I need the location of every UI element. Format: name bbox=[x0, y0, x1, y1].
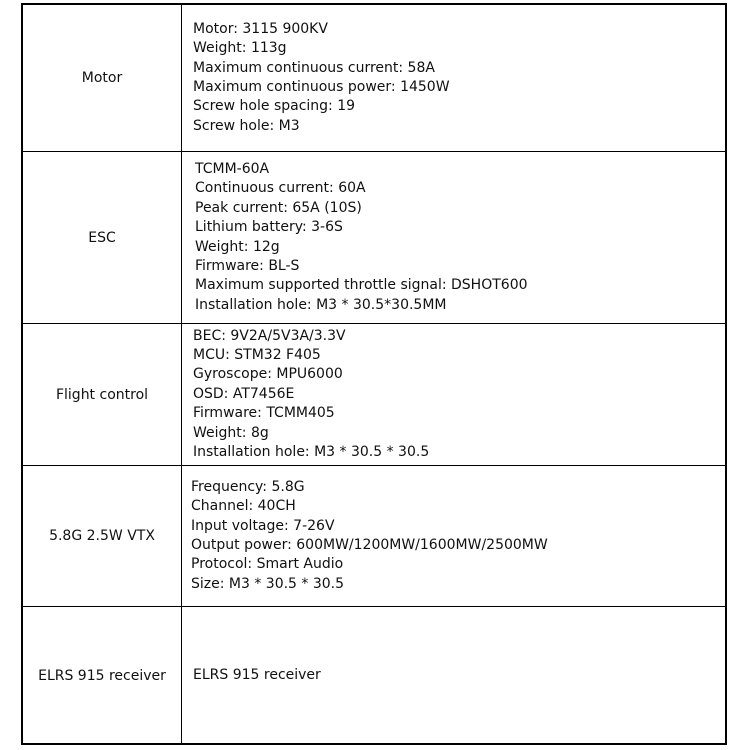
spec-line: Lithium battery: 3-6S bbox=[195, 219, 343, 236]
spec-line: Weight: 12g bbox=[195, 238, 280, 255]
row-label-elrs-receiver: ELRS 915 receiver bbox=[23, 607, 182, 745]
spec-line: Frequency: 5.8G bbox=[191, 478, 305, 495]
spec-line: Maximum supported throttle signal: DSHOT600 bbox=[195, 277, 528, 294]
spec-line: Weight: 8g bbox=[193, 424, 269, 441]
spec-line: Installation hole: M3 * 30.5*30.5MM bbox=[195, 296, 447, 313]
row-values-elrs-receiver bbox=[182, 607, 725, 745]
spec-line: BEC: 9V2A/5V3A/3.3V bbox=[193, 327, 346, 344]
spec-line: Motor: 3115 900KV bbox=[193, 20, 328, 37]
spec-line: Continuous current: 60A bbox=[195, 180, 366, 197]
spec-line: Peak current: 65A (10S) bbox=[195, 199, 362, 216]
spec-line: Weight: 113g bbox=[193, 40, 287, 57]
spec-line: Channel: 40CH bbox=[191, 498, 296, 515]
table-row-elrs-receiver bbox=[23, 606, 725, 745]
spec-line: Protocol: Smart Audio bbox=[191, 556, 344, 573]
spec-line: Screw hole spacing: 19 bbox=[193, 98, 356, 115]
row-label-esc: ESC bbox=[23, 152, 182, 323]
table-row-esc bbox=[23, 151, 725, 323]
spec-line: Installation hole: M3 * 30.5 * 30.5 bbox=[193, 444, 430, 461]
spec-line: Screw hole: M3 bbox=[193, 117, 300, 134]
spec-line: ELRS 915 receiver bbox=[193, 667, 321, 684]
spec-line: MCU: STM32 F405 bbox=[193, 346, 321, 363]
spec-line: Size: M3 * 30.5 * 30.5 bbox=[191, 575, 345, 592]
spec-line: Output power: 600MW/1200MW/1600MW/2500MW bbox=[191, 537, 548, 553]
spec-line: Firmware: TCMM405 bbox=[193, 405, 335, 422]
spec-line: Input voltage: 7-26V bbox=[191, 517, 335, 534]
row-label-flight-control: Flight control bbox=[23, 324, 182, 465]
table-row-motor bbox=[23, 5, 725, 151]
row-values-vtx bbox=[182, 466, 725, 606]
spec-line: Firmware: BL-S bbox=[195, 257, 300, 274]
row-label-vtx: 5.8G 2.5W VTX bbox=[23, 466, 182, 606]
spec-line: OSD: AT7456E bbox=[193, 385, 295, 402]
table-row-flight-control bbox=[23, 323, 725, 465]
row-values-esc bbox=[182, 152, 725, 323]
row-values-motor bbox=[182, 5, 725, 151]
spec-line: Gyroscope: MPU6000 bbox=[193, 366, 343, 383]
row-label-motor: Motor bbox=[23, 5, 182, 151]
table-row-vtx bbox=[23, 465, 725, 606]
spec-line: Maximum continuous power: 1450W bbox=[193, 79, 450, 95]
spec-line: TCMM-60A bbox=[195, 160, 270, 177]
spec-table bbox=[21, 3, 727, 745]
spec-line: Maximum continuous current: 58A bbox=[193, 59, 435, 76]
row-values-flight-control bbox=[182, 324, 725, 465]
